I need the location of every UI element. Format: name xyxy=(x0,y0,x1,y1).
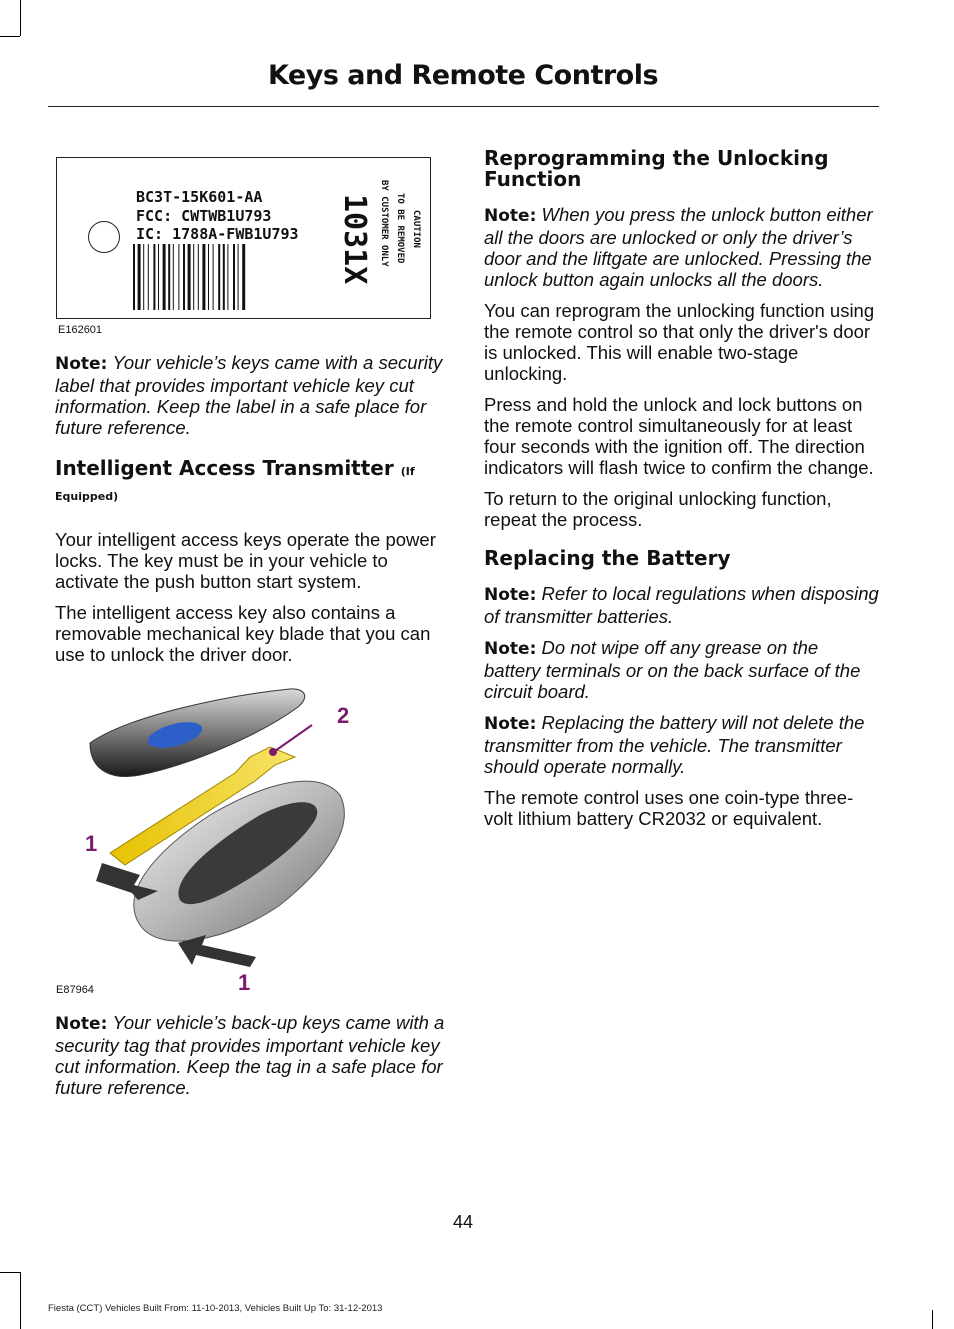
note-text: Replacing the battery will not delete the transmitter from the vehicle. The transmitter should operate normally. xyxy=(484,712,865,777)
crop-mark xyxy=(932,1310,933,1329)
note-text: Refer to local regulations when disposing of transmitter batteries. xyxy=(484,583,879,627)
note-label: Note: xyxy=(484,585,537,605)
barcode-bar xyxy=(202,244,205,310)
body-paragraph: To return to the original unlocking function, repeat the process. xyxy=(484,488,832,530)
label-caution-line: CAUTION xyxy=(411,210,421,248)
barcode-bar xyxy=(143,244,144,310)
note-label: Note: xyxy=(484,639,537,659)
callout-label: 1 xyxy=(85,831,98,856)
body-paragraph: You can reprogram the unlocking function using the remote control so that only the driver's door is unlocked. This will enable two-stage unlocking. xyxy=(484,300,875,384)
crop-mark xyxy=(0,36,20,37)
title-divider xyxy=(48,106,879,107)
heading-suffix: (If xyxy=(400,465,415,478)
note xyxy=(55,352,445,438)
note xyxy=(484,204,879,290)
body-paragraph: Press and hold the unlock and lock buttons on the remote control simultaneously for at least four seconds with the ignition off. The direction indicators will flash twice to confirm the change. xyxy=(484,394,874,478)
note-text: Do not wipe off any grease on the battery terminals or on the back surface of the circuit board. xyxy=(484,637,861,702)
barcode-bar xyxy=(173,244,174,310)
barcode-bar xyxy=(198,244,199,310)
label-part-number: BC3T-15K601-AA xyxy=(136,188,263,206)
heading-suffix: Equipped) xyxy=(55,490,119,503)
callout-leader xyxy=(275,725,312,751)
note-label: Note: xyxy=(484,714,537,734)
barcode-bar xyxy=(223,244,225,310)
note-text: Your vehicle’s keys came with a security label that provides important vehicle key cut information. Keep the label in a safe place for future reference. xyxy=(55,352,443,438)
callout-dot xyxy=(269,748,277,756)
barcode-bar xyxy=(153,244,155,310)
section-heading: Reprogramming the Unlocking Function xyxy=(484,146,829,191)
barcode xyxy=(133,244,317,310)
barcode-bar xyxy=(242,244,245,310)
figure-id: E162601 xyxy=(58,324,103,336)
barcode-bar xyxy=(233,244,235,310)
note-label: Note: xyxy=(55,1014,108,1034)
right-column xyxy=(484,148,879,839)
crop-mark xyxy=(0,1272,20,1273)
label-caution-line: TO BE REMOVED xyxy=(395,193,405,264)
page-title: Keys and Remote Controls xyxy=(267,60,659,91)
label-hole xyxy=(88,221,120,253)
heading-text: Intelligent Access Transmitter xyxy=(55,456,394,480)
barcode-bar xyxy=(158,244,159,310)
note-text: When you press the unlock button either all the doors are unlocked or only the driver’s door and the liftgate are unlocked. Pressing the unlock button again unlocks all the doors. xyxy=(484,204,873,290)
label-fcc-id: FCC: CWTWB1U793 xyxy=(136,207,272,225)
barcode-bar xyxy=(138,244,141,310)
label-key-code: 1031X xyxy=(337,194,372,285)
body-paragraph: The intelligent access key also contains a removable mechanical key blade that you can use to unlock the driver door. xyxy=(55,602,431,665)
footer-text: Fiesta (CCT) Vehicles Built From: 11-10-2013, Vehicles Built Up To: 31-12-2013 xyxy=(48,1303,383,1314)
barcode-bar xyxy=(227,244,228,310)
note xyxy=(55,1012,445,1098)
crop-mark xyxy=(20,1272,21,1329)
left-column xyxy=(55,1012,445,1108)
note-label: Note: xyxy=(55,354,108,374)
body-paragraph: The remote control uses one coin-type three-volt lithium battery CR2032 or equivalent. xyxy=(484,787,854,829)
section-heading: Replacing the Battery xyxy=(484,546,731,570)
barcode-bar xyxy=(163,244,166,310)
page-number: 44 xyxy=(452,1212,474,1232)
barcode-bar xyxy=(168,244,170,310)
note xyxy=(484,712,879,777)
label-ic-id: IC: 1788A-FWB1U793 xyxy=(136,225,299,243)
barcode-bar xyxy=(178,244,179,310)
note xyxy=(484,637,879,702)
note-text: Your vehicle’s back-up keys came with a security tag that provides important vehicle key cut information. Keep the tag in a safe place for future reference. xyxy=(55,1012,445,1098)
barcode-bar xyxy=(133,244,135,310)
barcode-bar xyxy=(188,244,191,310)
note xyxy=(484,583,879,627)
barcode-bar xyxy=(193,244,194,310)
arrow-icon xyxy=(178,935,256,967)
body-paragraph: Your intelligent access keys operate the power locks. The key must be in your vehicle to activate the push button start system. xyxy=(55,529,436,592)
barcode-bar xyxy=(183,244,185,310)
label-caution-line: BY CUSTOMER ONLY xyxy=(379,180,389,267)
barcode-bar xyxy=(218,244,220,310)
barcode-bar xyxy=(208,244,209,310)
left-column xyxy=(55,352,445,675)
callout-label: 2 xyxy=(337,703,350,728)
note-label: Note: xyxy=(484,206,537,226)
section-heading xyxy=(55,458,445,482)
barcode-bar xyxy=(238,244,239,310)
crop-mark xyxy=(20,0,21,36)
barcode-bar xyxy=(148,244,149,310)
barcode-bar xyxy=(213,244,214,310)
figure-id: E87964 xyxy=(56,984,94,996)
key-exploded-figure xyxy=(60,685,380,997)
callout-label: 1 xyxy=(238,970,251,995)
